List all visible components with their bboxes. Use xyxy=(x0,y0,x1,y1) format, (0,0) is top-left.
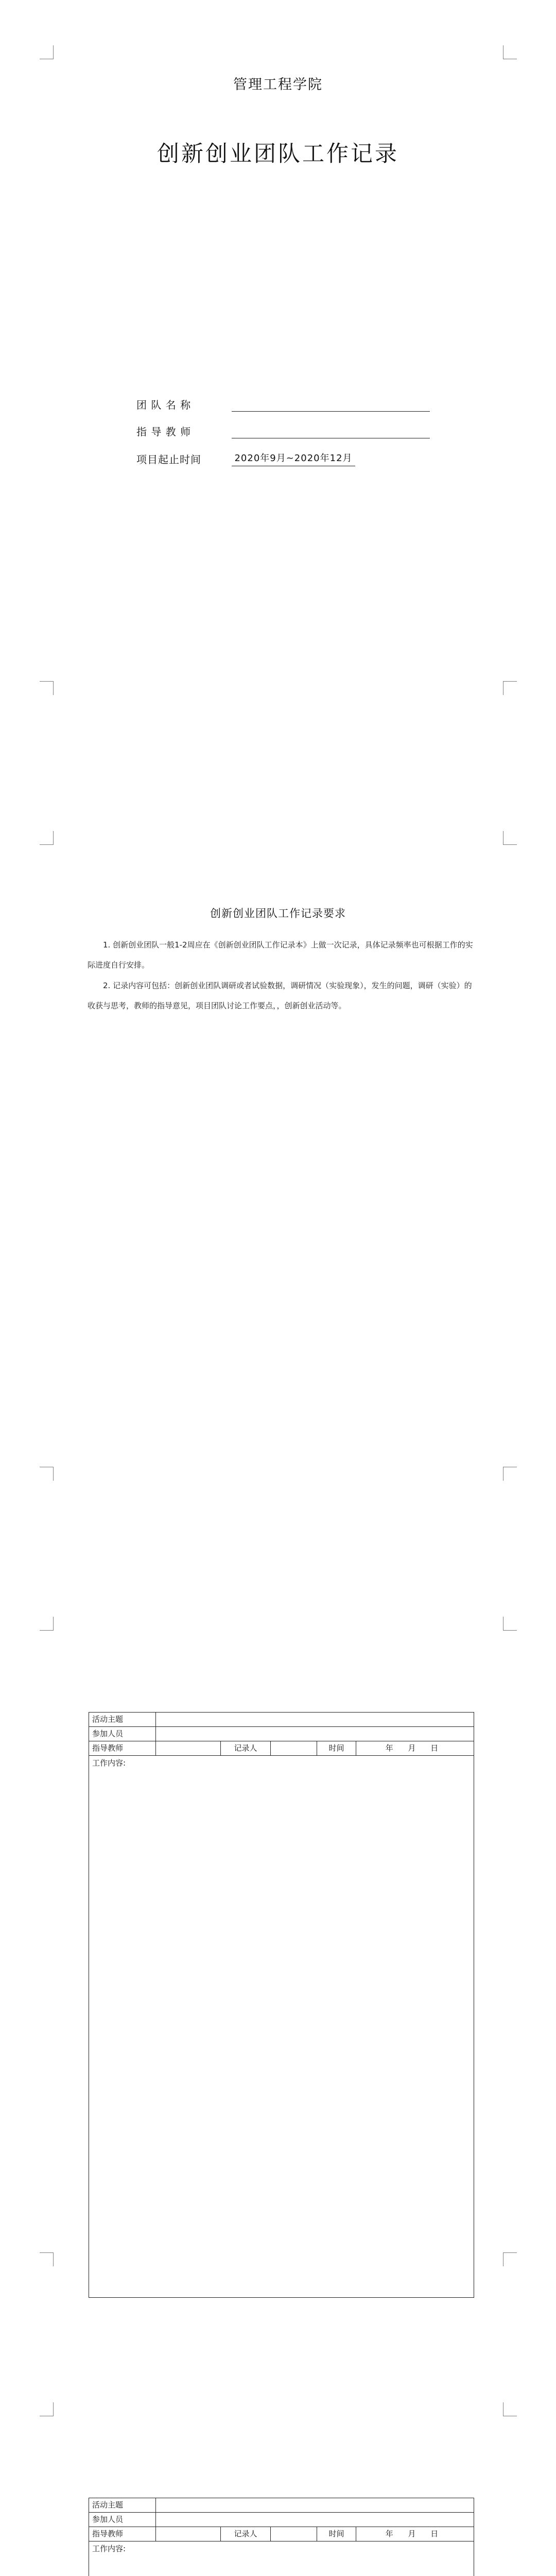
crop-mark-top-right xyxy=(503,45,517,59)
requirements-page xyxy=(0,786,556,1571)
crop-mark-bottom-right xyxy=(503,2252,517,2266)
college-name: 管理工程学院 xyxy=(233,77,323,93)
participants-field[interactable] xyxy=(156,2513,474,2527)
project-period-label: 项目起止时间 xyxy=(136,453,201,466)
team-name-label: 团 队 名 称 xyxy=(136,399,192,411)
crop-mark-bottom-left xyxy=(40,681,54,695)
participants-row xyxy=(89,1727,474,1741)
work-record-form xyxy=(89,1712,474,2298)
participants-row xyxy=(89,2513,474,2527)
team-name-row xyxy=(136,394,430,412)
recorder-field[interactable] xyxy=(271,2527,317,2541)
participants-field[interactable] xyxy=(156,1727,474,1741)
crop-mark-bottom-right xyxy=(503,681,517,695)
team-name-field[interactable] xyxy=(232,398,430,412)
requirements-title: 创新创业团队工作记录要求 xyxy=(210,907,346,920)
activity-field[interactable] xyxy=(156,2498,474,2512)
date-field[interactable]: 年 月 日 xyxy=(385,1743,445,1753)
crop-mark-top-right xyxy=(503,2402,517,2416)
crop-mark-bottom-right xyxy=(503,1467,517,1481)
requirement-item-1: 1. 创新创业团队一般1-2周应在《创新创业团队工作记录本》上做一次记录，具体记录频率也可根据工作的实际进度自行安排。 xyxy=(88,940,473,970)
cover-page xyxy=(0,0,556,786)
recorder-label: 记录人 xyxy=(221,2527,271,2541)
activity-row xyxy=(89,1713,474,1727)
document-title: 创新创业团队工作记录 xyxy=(157,141,399,167)
work-content-area[interactable] xyxy=(89,1756,474,2297)
recorder-label: 记录人 xyxy=(221,1741,271,1755)
activity-label: 活动主题 xyxy=(89,1713,156,1726)
participants-label: 参加人员 xyxy=(89,1727,156,1741)
teacher-label: 指导教师 xyxy=(89,1741,156,1755)
work-content-area[interactable] xyxy=(89,2541,474,2576)
work-content-label: 工作内容: xyxy=(92,2544,126,2553)
crop-mark-top-right xyxy=(503,1617,517,1631)
advisor-label: 指 导 教 师 xyxy=(136,426,192,438)
teacher-label: 指导教师 xyxy=(89,2527,156,2541)
crop-mark-bottom-left xyxy=(40,2252,54,2266)
crop-mark-top-left xyxy=(40,1617,54,1631)
date-field[interactable]: 年 月 日 xyxy=(385,2529,445,2538)
activity-row xyxy=(89,2498,474,2513)
crop-mark-bottom-left xyxy=(40,1467,54,1481)
participants-label: 参加人员 xyxy=(89,2513,156,2527)
advisor-field[interactable] xyxy=(232,425,430,438)
activity-field[interactable] xyxy=(156,1713,474,1726)
crop-mark-top-left xyxy=(40,831,54,845)
project-period-row xyxy=(136,449,355,466)
project-period-field[interactable]: 2020年9月~2020年12月 xyxy=(232,452,355,466)
time-label: 时间 xyxy=(317,2527,356,2541)
crop-mark-top-left xyxy=(40,45,54,59)
work-record-form xyxy=(89,2498,474,2576)
time-label: 时间 xyxy=(317,1741,356,1755)
requirement-item-2: 2. 记录内容可包括：创新创业团队调研或者试验数据，调研情况（实验现象），发生的问题，调研（实验）的收获与思考，教师的指导意见，项目团队讨论工作要点，，创新创业活动等。 xyxy=(88,981,472,1010)
recorder-field[interactable] xyxy=(271,1741,317,1755)
teacher-row xyxy=(89,1741,474,1756)
crop-mark-top-left xyxy=(40,2402,54,2416)
work-content-label: 工作内容: xyxy=(92,1758,126,1768)
teacher-field[interactable] xyxy=(156,2527,221,2541)
advisor-row xyxy=(136,421,430,438)
teacher-field[interactable] xyxy=(156,1741,221,1755)
crop-mark-top-right xyxy=(503,831,517,845)
teacher-row xyxy=(89,2527,474,2541)
activity-label: 活动主题 xyxy=(89,2498,156,2512)
